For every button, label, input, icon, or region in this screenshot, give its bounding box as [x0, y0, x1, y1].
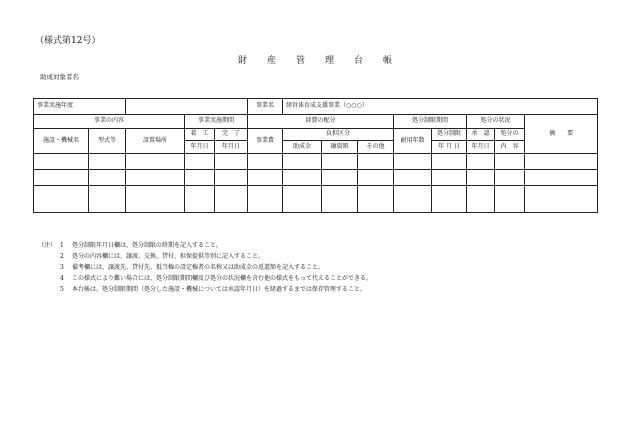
cell[interactable] [394, 170, 432, 186]
cell[interactable] [34, 186, 89, 213]
cell[interactable] [322, 186, 358, 213]
note-item [38, 251, 372, 262]
cell[interactable] [248, 154, 283, 170]
start-header: 着 工 [185, 129, 215, 141]
disposal-status-group-header: 処分の状況 [467, 115, 525, 129]
cell[interactable] [283, 170, 322, 186]
cell[interactable] [185, 170, 215, 186]
complete-header: 完 了 [215, 129, 248, 141]
note-item [38, 240, 372, 251]
cell[interactable] [283, 186, 322, 213]
cell[interactable] [283, 154, 322, 170]
cell[interactable] [89, 186, 126, 213]
cell[interactable] [358, 154, 394, 170]
cell[interactable] [358, 186, 394, 213]
remarks-header: 摘 要 [525, 115, 598, 154]
property-ledger-table [33, 98, 598, 213]
cell[interactable] [215, 170, 248, 186]
cell[interactable] [215, 186, 248, 213]
note-text: 処分の内容欄には、譲渡、交換、貸付、担保提供等別に記入すること。 [72, 253, 265, 260]
cell[interactable] [185, 154, 215, 170]
cell[interactable] [322, 170, 358, 186]
note-text: 処分制限年月日欄は、処分制限の終期を記入すること。 [72, 242, 223, 249]
cell[interactable] [432, 154, 467, 170]
project-cost-header: 事業費 [248, 129, 283, 154]
content-group-header: 事業の内容 [34, 115, 185, 129]
note-text: 備考欄には、譲渡先、貸付先、抵当権の設定権者の名称又は助成金の返還額を記入すること。 [72, 264, 325, 271]
cell[interactable] [34, 154, 89, 170]
note-number: 5 [60, 286, 64, 293]
cell[interactable] [126, 186, 185, 213]
cell[interactable] [322, 154, 358, 170]
project-name-value[interactable]: 経営体育成支援事業（○○○） [283, 99, 598, 115]
cell[interactable] [525, 186, 598, 213]
period-group-header: 事業実施期間 [185, 115, 248, 129]
note-text: この様式により難い場合には、処分制限期間欄及び処分の状況欄を含む他の様式をもって代えることができる。 [72, 275, 373, 282]
note-number: 2 [60, 253, 64, 260]
cell[interactable] [394, 154, 432, 170]
note-number: 1 [60, 242, 64, 249]
project-year-row [34, 99, 598, 115]
approval-header: 承 認 [467, 129, 495, 141]
header-row-1 [34, 115, 598, 129]
note-text: 本台帳は、処分制限期間（処分した施設・機械については承認年月日）を経過するまでは保存管理すること。 [72, 286, 366, 293]
cell[interactable] [467, 170, 495, 186]
page-title: 財産管理台帳 [237, 56, 412, 66]
subsidy-header: 助成金 [283, 141, 322, 154]
disposal-period-group-header: 処分制限期間 [394, 115, 467, 129]
cell[interactable] [89, 154, 126, 170]
disposal-of-header: 処分の [495, 129, 525, 141]
model-header: 型式等 [89, 129, 126, 154]
note-item [38, 284, 372, 295]
cell[interactable] [432, 170, 467, 186]
cell[interactable] [467, 186, 495, 213]
useful-life-header: 耐用年数 [394, 129, 432, 154]
project-year-value[interactable] [126, 99, 248, 115]
cell[interactable] [126, 154, 185, 170]
complete-ymd-header: 年月日 [215, 141, 248, 154]
cell[interactable] [495, 154, 525, 170]
notes-section [38, 240, 372, 295]
header-row-2 [34, 129, 598, 141]
cell[interactable] [432, 186, 467, 213]
project-name-label: 事業名 [248, 99, 283, 115]
cell[interactable] [89, 170, 126, 186]
table-row [34, 154, 598, 170]
note-item [38, 273, 372, 284]
note-item [38, 262, 372, 273]
location-header: 設置場所 [126, 129, 185, 154]
funding-group-header: 経費の配分 [248, 115, 394, 129]
other-header: その他 [358, 141, 394, 154]
cell[interactable] [467, 154, 495, 170]
recipient-label: 助成対象者名 [40, 73, 79, 81]
cell[interactable] [34, 170, 89, 186]
note-number: 3 [60, 264, 64, 271]
cell[interactable] [248, 186, 283, 213]
start-ymd-header: 年月日 [185, 141, 215, 154]
cell[interactable] [495, 170, 525, 186]
cell[interactable] [215, 154, 248, 170]
facility-name-header: 施設・機械名 [34, 129, 89, 154]
cell[interactable] [185, 186, 215, 213]
cell[interactable] [495, 186, 525, 213]
burden-header: 負担区分 [283, 129, 394, 141]
disposal-content-header: 内 容 [495, 141, 525, 154]
notes-lead: （注） [38, 242, 57, 249]
cell[interactable] [394, 186, 432, 213]
table-row [34, 186, 598, 213]
cell[interactable] [525, 154, 598, 170]
table-row [34, 170, 598, 186]
cell[interactable] [248, 170, 283, 186]
disposal-limit-header: 処分制限 [432, 129, 467, 141]
approval-ymd-header: 年月日 [467, 141, 495, 154]
loan-header: 融資額 [322, 141, 358, 154]
note-number: 4 [60, 275, 64, 282]
cell[interactable] [525, 170, 598, 186]
cell[interactable] [126, 170, 185, 186]
disposal-limit-ymd-header: 年 月 日 [432, 141, 467, 154]
cell[interactable] [358, 170, 394, 186]
project-year-label: 事業実施年度 [34, 99, 126, 115]
form-number: （様式第12号） [35, 36, 101, 46]
